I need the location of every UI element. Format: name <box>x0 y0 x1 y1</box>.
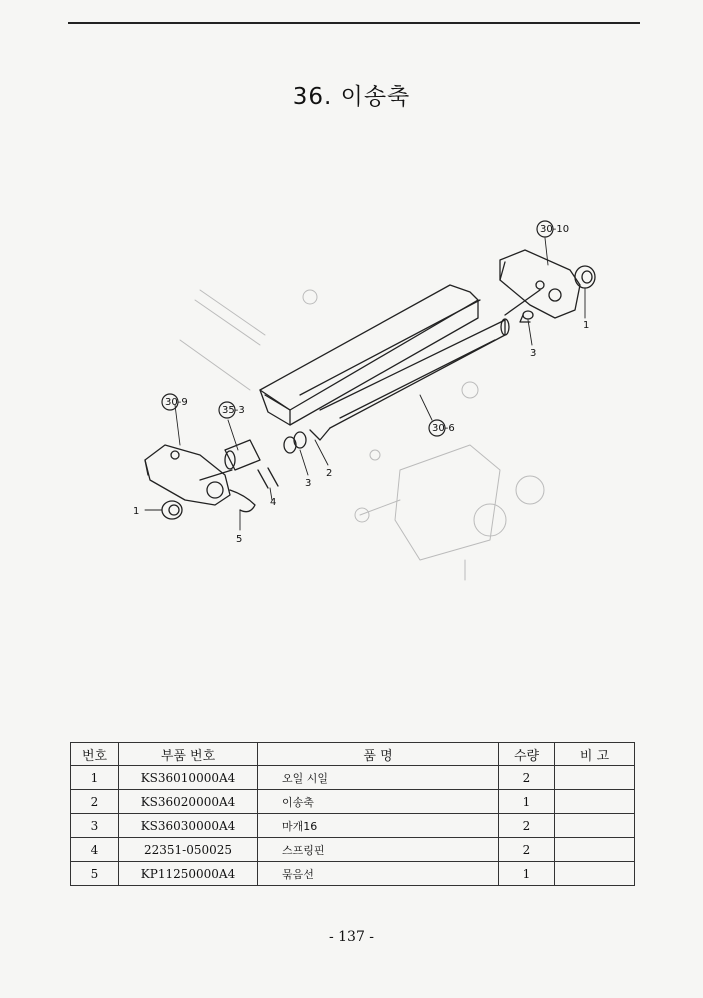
left-cap <box>284 432 306 453</box>
callout-5: 5 <box>236 534 243 545</box>
callout-3-right: 3 <box>530 348 537 359</box>
row-part-no: KP11250000A4 <box>119 862 258 886</box>
row-name: 묶음선 <box>258 862 499 886</box>
spring-pins <box>258 468 278 488</box>
row-no: 3 <box>71 814 119 838</box>
row-remark <box>555 790 635 814</box>
row-no: 4 <box>71 838 119 862</box>
table-row <box>71 766 635 790</box>
left-bracket <box>145 445 232 505</box>
row-qty: 2 <box>499 838 555 862</box>
row-name: 스프링핀 <box>258 838 499 862</box>
row-no: 2 <box>71 790 119 814</box>
header-remark: 비 고 <box>555 743 635 766</box>
table-row <box>71 862 635 886</box>
table-header-row <box>71 743 635 766</box>
right-bracket <box>500 250 580 318</box>
row-remark <box>555 766 635 790</box>
row-qty: 1 <box>499 862 555 886</box>
row-part-no: 22351-050025 <box>119 838 258 862</box>
coupling <box>225 440 260 470</box>
leader-lines <box>145 238 585 530</box>
table-row <box>71 838 635 862</box>
header-name: 품 명 <box>258 743 499 766</box>
row-part-no: KS36030000A4 <box>119 814 258 838</box>
row-part-no: KS36020000A4 <box>119 790 258 814</box>
callout-1-right: 1 <box>583 320 590 331</box>
callout-35-3: 35-3 <box>222 405 245 416</box>
page-number: - 137 - <box>328 929 375 945</box>
table-row <box>71 790 635 814</box>
right-cap <box>520 311 533 322</box>
table-row <box>71 814 635 838</box>
callout-30-6: 30-6 <box>432 423 455 434</box>
callout-1-left: 1 <box>133 506 140 517</box>
row-no: 5 <box>71 862 119 886</box>
row-name: 오일 시일 <box>258 766 499 790</box>
row-remark <box>555 838 635 862</box>
callout-2: 2 <box>326 468 333 479</box>
row-name: 이송축 <box>258 790 499 814</box>
row-no: 1 <box>71 766 119 790</box>
feed-shaft <box>260 285 509 440</box>
row-qty: 2 <box>499 814 555 838</box>
callout-30-10: 30-10 <box>540 224 570 235</box>
row-remark <box>555 814 635 838</box>
callout-4: 4 <box>270 497 277 508</box>
right-oil-seal <box>575 266 595 288</box>
header-part-no: 부품 번호 <box>119 743 258 766</box>
row-qty: 1 <box>499 790 555 814</box>
left-oil-seal <box>162 501 182 519</box>
parts-table <box>70 742 635 886</box>
row-qty: 2 <box>499 766 555 790</box>
row-part-no: KS36010000A4 <box>119 766 258 790</box>
callout-30-9: 30-9 <box>165 397 188 408</box>
header-no: 번호 <box>71 743 119 766</box>
tie-band <box>230 490 255 512</box>
page-title: 36. 이송축 <box>292 84 411 110</box>
row-remark <box>555 862 635 886</box>
callout-3-left: 3 <box>305 478 312 489</box>
row-name: 마개16 <box>258 814 499 838</box>
header-qty: 수량 <box>499 743 555 766</box>
